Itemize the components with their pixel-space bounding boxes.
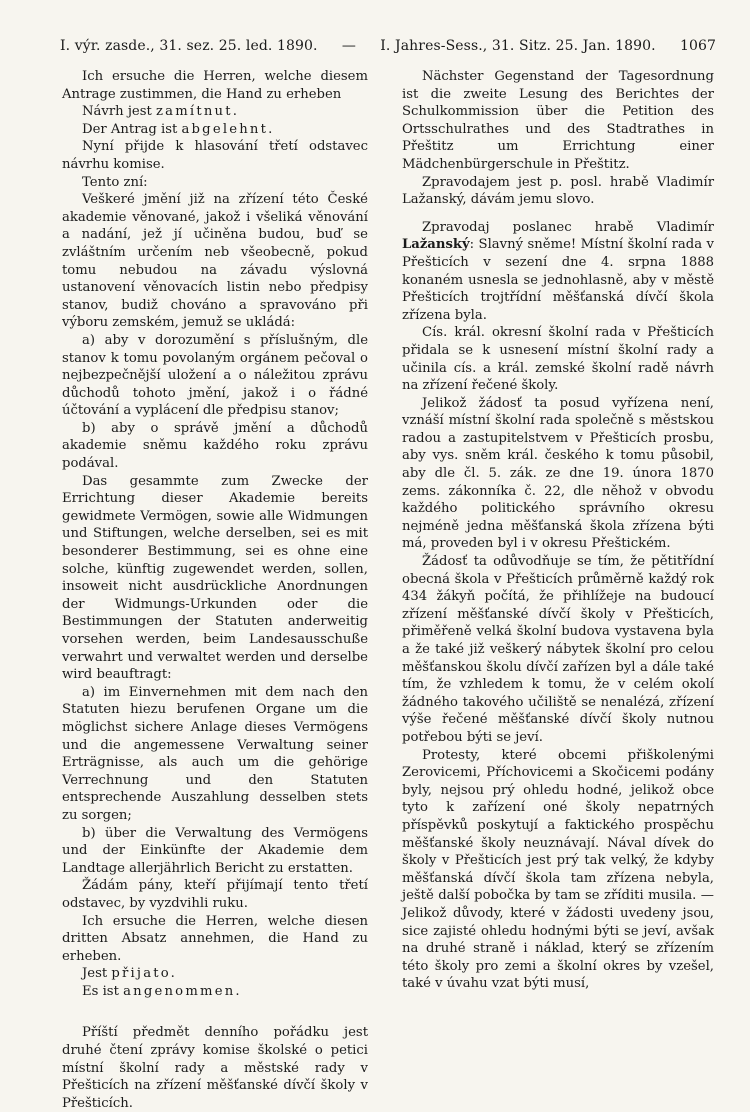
paragraph: a) aby v dorozumění s příslušným, dle stanov k tomu povolaným orgánem pečoval o nejbezpečnější uložení a o náležitou zprávu důchodů tohoto jmění, jakož i o řádné účtování a vyplácení dle předpisu stanov; bbox=[62, 332, 368, 419]
paragraph: Jelikož žádosť ta posud vyřízena není, vznáší místní školní rada společně s městskou radou a zastupitelstvem v Přešticích prosbu, aby vys. sněm král. českého k tomu působil, aby dle čl. 5. zák. ze dne 19. února 1870 zems. zákonníka č. 22, dle něhož v obvodu každého politického správního okresu nejméně jedna měšťanská škola zřízena býti má, proveden byl i v okresu Přeštickém. bbox=[402, 395, 714, 552]
paragraph: Příští předmět denního pořádku jest druhé čtení zprávy komise školské o petici místní školní rady a městské rady v Přešticích na zřízení měšťanské dívčí školy v Přešticích. bbox=[62, 1025, 368, 1111]
paragraph: a) im Einvernehmen mit dem nach den Statuten hiezu berufenen Organe um die möglichst sichere Anlage dieses Vermögens und die angemessene Verwaltung seiner Erträgnisse, als auch um die gehörige Verrechnung und den Statuten entsprechende Auszahlung desselben stets zu sorgen; bbox=[62, 684, 368, 823]
page-header bbox=[60, 38, 716, 54]
paragraph: Nyní přijde k hlasování třetí odstavec návrhu komise. bbox=[62, 139, 368, 172]
paragraph: Jest přijato. bbox=[82, 966, 178, 982]
paragraph: b) über die Verwaltung des Vermögens und der Einkünfte der Akademie dem Landtage allerjährlich Bericht zu erstatten. bbox=[62, 825, 368, 876]
header-czech: I. výr. zasde., 31. sez. 25. led. 1890. bbox=[60, 38, 318, 54]
left-column bbox=[62, 68, 368, 1112]
paragraph: Nächster Gegenstand der Tagesordnung ist die zweite Lesung des Berichtes der Schulkommission über die Petition des Ortsschulrathes und des Stadtrathes in Přeštitz um Errichtung einer Mädchenbürgerschule in Přeštitz. bbox=[402, 69, 714, 172]
paragraph: Návrh jest zamítnut. bbox=[82, 104, 240, 120]
header-german: I. Jahres-Sess., 31. Sitz. 25. Jan. 1890. bbox=[380, 38, 656, 54]
paragraph: Cís. král. okresní školní rada v Přešticích přidala se k usnesení místní školní rady a učinila cís. a král. zemské školní radě návrh na zřízení řečené školy. bbox=[402, 325, 714, 394]
page-number: 1067 bbox=[679, 38, 716, 54]
speaker-name: Lažanský bbox=[402, 237, 470, 253]
paragraph: Žádosť ta odůvodňuje se tím, že pětitřídní obecná škola v Přešticích průměrně každý rok 434 žákyň počítá, že přihlížeje na budoucí zřízení měšťanské dívčí školy v Přešticích, přiměřeně velká školní budova vystavena byla a že také již veškerý nábytek školní pro celou měšťanskou školu dívčí zařízen byl a dále také tím, že vzhledem k tomu, že v celém okolí žádného takového učiliště se nenalézá, zřízení výše řečené měšťanské dívčí školy nutnou potřebou býti se jeví. bbox=[402, 554, 714, 745]
paragraph: Ich ersuche die Herren, welche diesen dritten Absatz annehmen, die Hand zu erheben. bbox=[62, 913, 368, 964]
paragraph: Das gesammte zum Zwecke der Errichtung dieser Akademie bereits gewidmete Vermögen, sowie alle Widmungen und Stiftungen, welche derselben, sei es mit besonderer Bestimmung, sei es ohne eine solche, künftig zugewendet werden, sollen, insoweit nicht ausdrückliche Anordnungen der Widmungs-Urkunden oder die Bestimmungen der Statuten anderweitig vorsehen werden, beim Landesausschuße verwahrt und verwaltet werden und derselbe wird beauftragt: bbox=[62, 473, 368, 683]
right-column bbox=[402, 68, 714, 993]
paragraph: Tento zní: bbox=[82, 174, 148, 190]
paragraph: Žádám pány, kteří přijímají tento třetí odstavec, by vyzdvihli ruku. bbox=[62, 878, 368, 911]
paragraph: Veškeré jmění již na zřízení této České akademie věnované, jakož i všeliká věnování a nadání, jež jí učiněna budou, buď se zvláštním určením neb všeobecně, pokud tomu nebudou na závadu výslovná ustanovení věnovacích listin nebo předpisy stanov, budiž chováno a spravováno při výboru zemském, jemuž se ukládá: bbox=[62, 192, 368, 331]
paragraph: Zpravodajem jest p. posl. hrabě Vladimír Lažanský, dávám jemu slovo. bbox=[402, 174, 714, 208]
paragraph: Ich ersuche die Herren, welche diesem Antrage zustimmen, die Hand zu erheben bbox=[62, 69, 368, 102]
paragraph: Es ist angenommen. bbox=[82, 983, 242, 999]
paragraph: Protesty, které obcemi přiškolenými Zerovicemi, Příchovicemi a Skočicemi podány byly, nejsou prý ohledu hodné, jelikož obce tyto k zařízení oné školy nepatrných příspěvků poskytují a faktického prospěchu měšťanské školy neuznávají. Nával dívek do školy v Přešticích jest prý tak velký, že kdyby měšťanská dívčí škola tam zřízena nebyla, ještě další pobočka by tam se zříditi musila. — Jelikož důvody, které v žádosti uvedeny jsou, sice zajisté ohledu hodnými býti se jeví, avšak na druhé straně i náklad, který se zřízením této školy pro zemi a školní okres by vzešel, také v úvahu vzat býti musí, bbox=[402, 747, 714, 992]
header-separator: — bbox=[341, 38, 356, 54]
paragraph: b) aby o správě jmění a důchodů akademie sněmu každého roku zprávu podával. bbox=[62, 420, 368, 472]
paragraph: Zpravodaj poslanec hrabě Vladimír Lažanský: Slavný sněme! Místní školní rada v Přešticích v sezení dne 4. srpna 1888 konaném usnesla se jednohlasně, aby v městě Přešticích trojtřídní měšťanská dívčí škola zřízena byla. bbox=[402, 219, 714, 323]
paragraph: Der Antrag ist abgelehnt. bbox=[82, 121, 275, 137]
